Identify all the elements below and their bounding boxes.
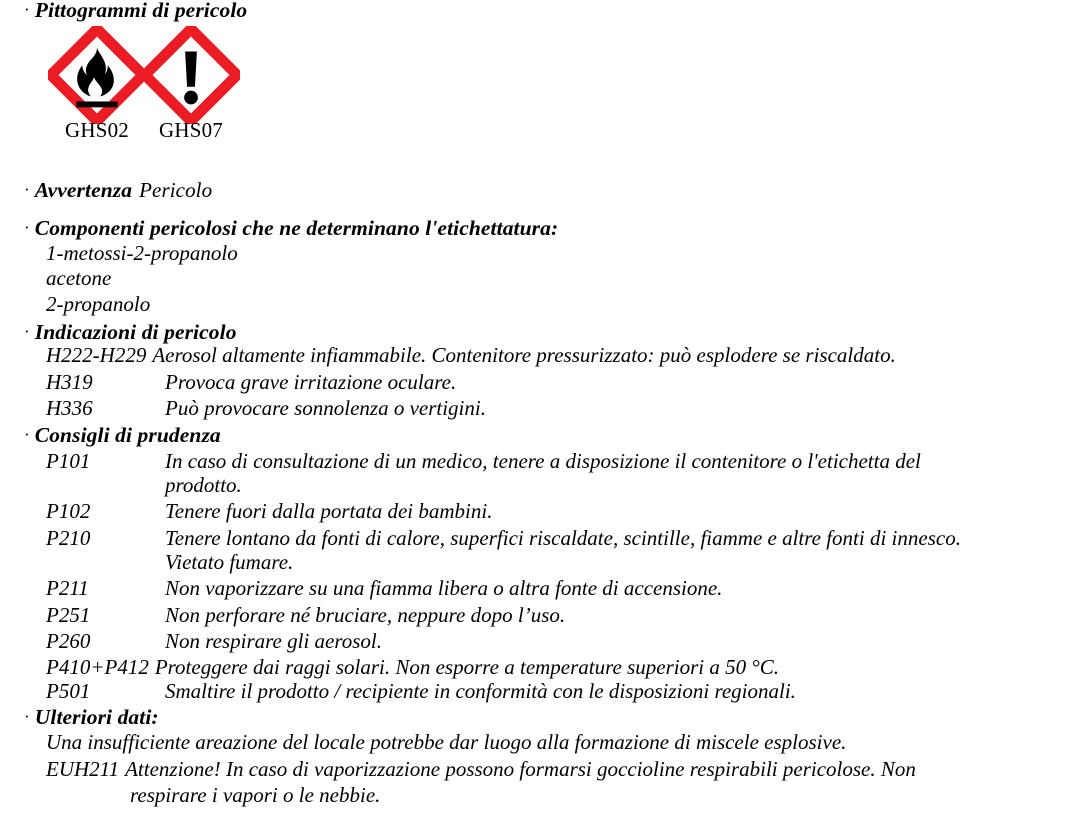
precautionary-text: Smaltire il prodotto / recipiente in conformità con le disposizioni regionali. — [165, 679, 796, 703]
precautionary-text: Non perforare né bruciare, neppure dopo l’uso. — [165, 603, 566, 627]
hazardous-component-item: 1-metossi-2-propanolo — [46, 241, 238, 265]
bullet-marker: · — [24, 322, 30, 341]
pictogram-code-label: GHS07 — [158, 118, 223, 142]
hazard-statement-row — [46, 343, 896, 367]
precautionary-text-continuation: prodotto. — [165, 473, 242, 497]
precautionary-code: P210 — [46, 526, 91, 550]
hazard-statement-row — [46, 396, 486, 420]
bullet-marker: · — [24, 218, 30, 237]
bullet-marker: · — [24, 180, 30, 199]
section-heading-hazardous-components — [24, 216, 558, 240]
precautionary-code: P102 — [46, 499, 91, 523]
precautionary-code: P501 — [46, 679, 91, 703]
pictogram-row — [0, 26, 1087, 150]
hazardous-component-item: 2-propanolo — [46, 292, 151, 316]
precautionary-code: P251 — [46, 603, 91, 627]
signal-word-value: Pericolo — [139, 178, 213, 202]
precautionary-statement-row — [46, 603, 565, 627]
precautionary-code: P101 — [46, 449, 91, 473]
precautionary-text: Proteggere dai raggi solari. Non esporre a temperature superiori a 50 °C. — [154, 655, 780, 679]
hazard-code: H336 — [46, 396, 93, 420]
precautionary-statement-row — [46, 655, 779, 679]
hazardous-component-item: acetone — [46, 266, 112, 290]
hazard-text: Può provocare sonnolenza o vertigini. — [165, 396, 486, 420]
euh-text-continuation: respirare i vapori o le nebbie. — [130, 783, 381, 807]
heading-text: Componenti pericolosi che ne determinano l'etichettatura: — [34, 216, 559, 240]
additional-data-line: Una insufficiente areazione del locale potrebbe dar luogo alla formazione di miscele esplosive. — [46, 730, 847, 754]
pictogram-ghs02 — [48, 26, 146, 142]
hazard-code: H319 — [46, 370, 93, 394]
euh-text: Attenzione! In caso di vaporizzazione possono formarsi goccioline respirabili pericolose. Non — [125, 757, 916, 781]
hazard-statement-row — [46, 370, 456, 394]
section-heading-signal-word — [24, 178, 212, 202]
bullet-marker: · — [24, 707, 30, 726]
hazard-code: H222-H229 — [46, 343, 147, 367]
bullet-marker: · — [24, 0, 30, 19]
bullet-marker: · — [24, 425, 30, 444]
section-heading-hazard-statements — [24, 320, 237, 344]
precautionary-text: Tenere lontano da fonti di calore, superfici riscaldate, scintille, fiamme e altre fonti di innesco. — [165, 526, 961, 550]
heading-text: Indicazioni di pericolo — [34, 320, 237, 344]
precautionary-statement-row — [46, 629, 382, 653]
section-heading-pictograms — [24, 0, 247, 22]
precautionary-text: Non respirare gli aerosol. — [165, 629, 383, 653]
precautionary-statement-row — [46, 576, 722, 600]
precautionary-text-continuation: Vietato fumare. — [165, 550, 294, 574]
section-heading-additional-data — [24, 705, 159, 729]
pictogram-ghs07 — [142, 26, 240, 142]
precautionary-text: Tenere fuori dalla portata dei bambini. — [165, 499, 493, 523]
hazard-text: Provoca grave irritazione oculare. — [165, 370, 457, 394]
precautionary-text: In caso di consultazione di un medico, tenere a disposizione il contenitore o l'etichetta del — [165, 449, 921, 473]
euh-code: EUH211 — [46, 757, 120, 781]
pictogram-code-label: GHS02 — [64, 118, 129, 142]
precautionary-statement-row — [46, 449, 921, 473]
precautionary-statement-row — [46, 499, 492, 523]
heading-text: Avvertenza — [34, 178, 133, 202]
precautionary-statement-row — [46, 526, 961, 550]
section-heading-precautionary-statements — [24, 423, 221, 447]
precautionary-code: P260 — [46, 629, 91, 653]
euh-statement-row — [46, 757, 916, 781]
heading-text: Consigli di prudenza — [34, 423, 221, 447]
heading-text: Ulteriori dati: — [34, 705, 159, 729]
hazard-text: Aerosol altamente infiammabile. Contenitore pressurizzato: può esplodere se riscaldato. — [152, 343, 896, 367]
precautionary-statement-row — [46, 679, 796, 703]
precautionary-code: P410+P412 — [46, 655, 149, 679]
heading-text: Pittogrammi di pericolo — [34, 0, 248, 22]
flame-icon — [48, 26, 146, 124]
exclamation-mark-icon — [142, 26, 240, 124]
precautionary-code: P211 — [46, 576, 89, 600]
precautionary-text: Non vaporizzare su una fiamma libera o altra fonte di accensione. — [165, 576, 723, 600]
